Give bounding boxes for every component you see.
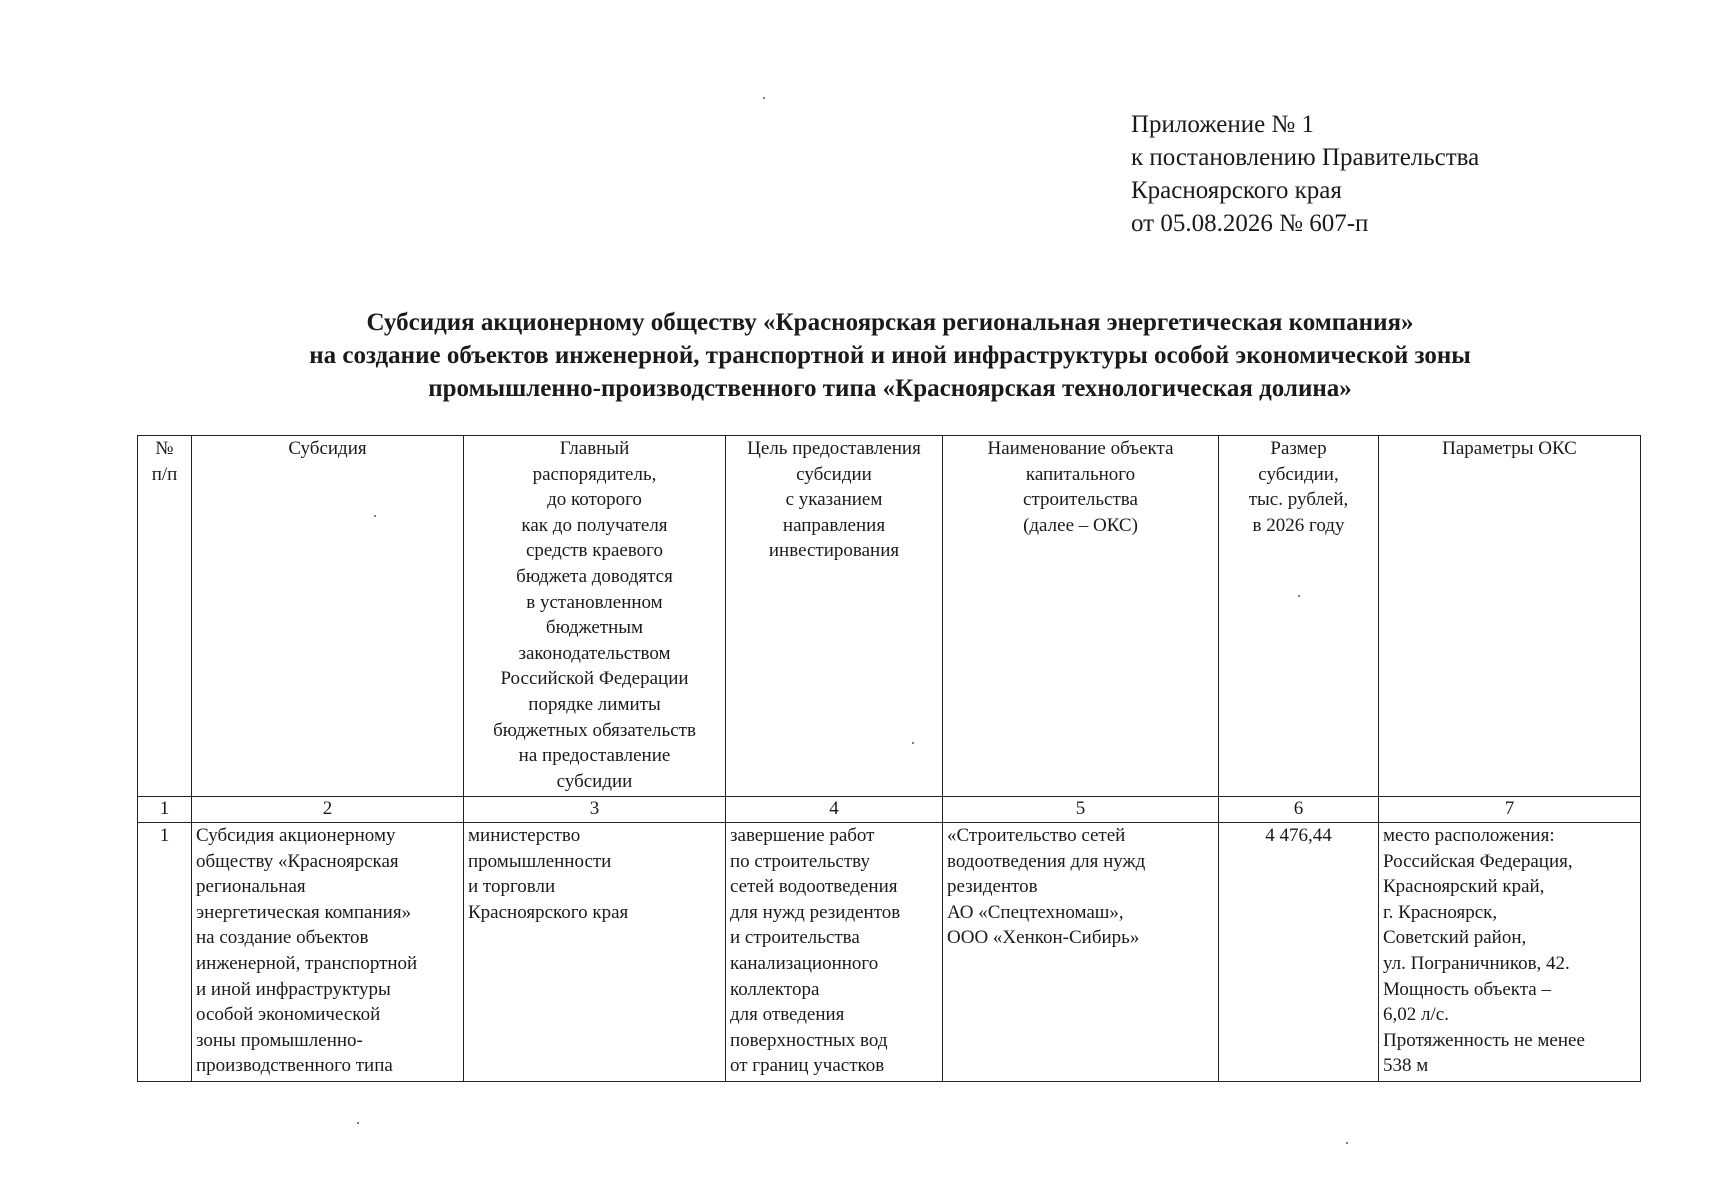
cell-params: место расположения: Российская Федерация, Красноярский край, г. Красноярск, Советский район, ул. Пограничников, 42. Мощность объекта – 6,02 л/с. Протяженность не менее 538 м [1379,823,1641,1082]
scan-speck [1298,595,1300,597]
header-amount: Размер субсидии, тыс. рублей, в 2026 году [1219,436,1379,797]
scan-speck [374,515,376,517]
table-header-row [138,436,1641,797]
header-params: Параметры ОКС [1379,436,1641,797]
scan-speck [912,742,914,744]
cell-subsidy: Субсидия акционерному обществу «Красноярская региональная энергетическая компания» на создание объектов инженерной, транспортной и иной инфраструктуры особой экономической зоны промышленно- производственного типа [192,823,464,1082]
appendix-line-3: Красноярского края [1131,177,1342,204]
column-number: 4 [726,797,943,823]
scan-speck [1346,1142,1348,1144]
header-purpose: Цель предоставления субсидии с указанием направления инвестирования [726,436,943,797]
column-number: 5 [943,797,1219,823]
document-title [120,306,1660,405]
cell-purpose: завершение работ по строительству сетей водоотведения для нужд резидентов и строительства канализационного коллектора для отведения поверхностных вод от границ участков [726,823,943,1082]
appendix-block [1131,108,1479,240]
appendix-line-4: от 05.08.2026 № 607-п [1131,210,1369,237]
appendix-line-2: к постановлению Правительства [1131,144,1480,171]
cell-num: 1 [138,823,192,1082]
header-object: Наименование объекта капитального строительства (далее – ОКС) [943,436,1219,797]
title-line-2: на создание объектов инженерной, транспортной и иной инфраструктуры особой экономической зоны [309,342,1471,369]
table-row [138,823,1641,1082]
header-num: № п/п [138,436,192,797]
column-number: 1 [138,797,192,823]
scan-speck [763,97,765,99]
subsidy-table [137,435,1641,1082]
cell-object: «Строительство сетей водоотведения для нужд резидентов АО «Спецтехномаш», ООО «Хенкон-Сибирь» [943,823,1219,1082]
column-number: 6 [1219,797,1379,823]
title-line-3: промышленно-производственного типа «Красноярская технологическая долина» [428,375,1352,402]
column-number: 2 [192,797,464,823]
cell-manager: министерство промышленности и торговли Красноярского края [464,823,726,1082]
column-number-row [138,797,1641,823]
column-number: 7 [1379,797,1641,823]
column-number: 3 [464,797,726,823]
appendix-line-1: Приложение № 1 [1131,111,1315,138]
cell-amount: 4 476,44 [1219,823,1379,1082]
header-subsidy: Субсидия [192,436,464,797]
title-line-1: Субсидия акционерному обществу «Красноярская региональная энергетическая компания» [366,309,1414,336]
scan-speck [357,1122,359,1124]
header-manager: Главный распорядитель, до которого как до получателя средств краевого бюджета доводятся в установленном бюджетным законодательством Российской Федерации порядке лимиты бюджетных обязательств на предоставление субсидии [464,436,726,797]
